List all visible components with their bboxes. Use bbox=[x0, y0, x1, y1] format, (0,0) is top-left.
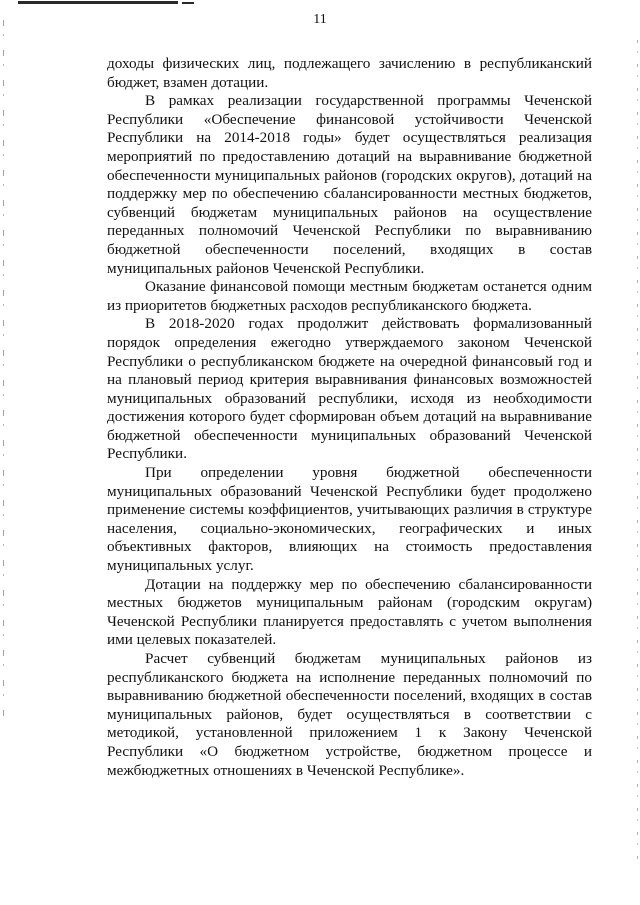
paragraph-financial-aid: Оказание финансовой помощи местным бюджетам останется одним из приоритетов бюджетных расходов республиканского бюджета. bbox=[107, 278, 592, 314]
scan-artifact-top-bar bbox=[18, 1, 178, 4]
paragraph-subventions: Расчет субвенций бюджетам муниципальных районов из республиканского бюджета на исполнение переданных полномочий по выравниванию бюджетной обеспеченности поселений, входящих в состав муниципальных районов, будет осуществляться в соответствии с методикой, установленной приложением 1 к Закону Чеченской Республики «О бюджетном устройстве, бюджетном процессе и межбюджетных отношениях в Чеченской Республике». bbox=[107, 650, 592, 779]
scan-artifact-right-edge bbox=[637, 40, 638, 860]
scan-artifact-top-dash bbox=[182, 2, 194, 4]
page-number: 11 bbox=[313, 12, 327, 27]
document-body bbox=[107, 55, 592, 780]
scan-artifact-left-edge bbox=[3, 20, 4, 720]
paragraph-2018-2020: В 2018-2020 годах продолжит действовать формализованный порядок определения ежегодно утверждаемого законом Чеченской Республики о республиканском бюджете на очередной финансовый год и на плановый период критерия выравнивания финансовых возможностей муниципальных образований республики, исходя из необходимости достижения которого будет сформирован объем дотаций на выравнивание бюджетной обеспеченности муниципальных образований Чеченской Республики. bbox=[107, 315, 592, 463]
paragraph-coefficients: При определении уровня бюджетной обеспеченности муниципальных образований Чеченской Республики будет продолжено применение системы коэффициентов, учитывающих различия в структуре населения, социально-экономических, географических и иных объективных факторов, влияющих на стоимость предоставления муниципальных услуг. bbox=[107, 464, 592, 575]
paragraph-state-program: В рамках реализации государственной программы Чеченской Республики «Обеспечение финансовой устойчивости Чеченской Республики на 2014-2018 годы» будет осуществляться реализация мероприятий по предоставлению дотаций на выравнивание бюджетной обеспеченности муниципальных районов (городских округов), дотаций на поддержку мер по обеспечению сбалансированности местных бюджетов, субвенций бюджетам муниципальных районов на осуществление переданных полномочий Чеченской Республики по выравниванию бюджетной обеспеченности поселений, входящих в состав муниципальных районов Чеченской Республики. bbox=[107, 92, 592, 277]
paragraph-continuation: доходы физических лиц, подлежащего зачислению в республиканский бюджет, взамен дотации. bbox=[107, 55, 592, 91]
paragraph-balance-grants: Дотации на поддержку мер по обеспечению сбалансированности местных бюджетов муниципальным районам (городским округам) Чеченской Республики планируется предоставлять с учетом выполнения ими целевых показателей. bbox=[107, 575, 592, 649]
